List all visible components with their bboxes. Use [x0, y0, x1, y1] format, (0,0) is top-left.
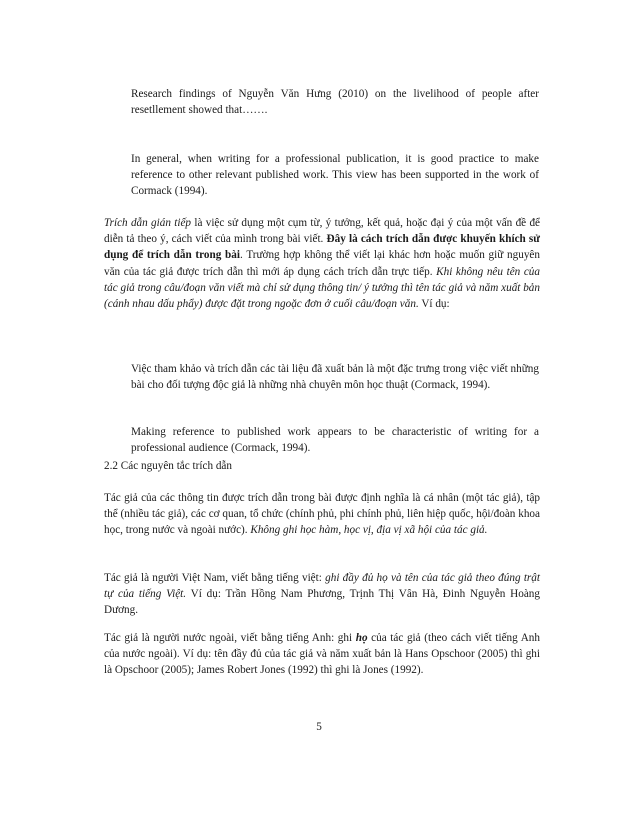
quote-text: Research findings of Nguyễn Văn Hưng (2010) on the livelihood of people after resetllement showed that…….	[131, 88, 539, 117]
emphasis-text: Đây là cách trích dẫn được khuyến khích sử dụng để trích dẫn trong bài	[104, 233, 540, 262]
italic-rule-text: ghi đầy đủ họ và tên của tác giả theo đúng trật tự của tiếng Việt.	[104, 572, 540, 601]
quote-example-4	[131, 424, 539, 456]
page-number: 5	[316, 721, 322, 733]
section-heading: 2.2 Các nguyên tắc trích dẫn	[104, 460, 232, 472]
quote-example-2	[131, 151, 539, 200]
italic-rule-text: Khi không nêu tên của tác giả trong câu/đoạn văn viết mà chỉ sử dụng thông tin/ ý tưởng thì tên tác giả và năm xuất bản (cánh nhau dấu phẩy) được đặt trong ngoặc đơn ở cuối câu/đoạn văn.	[104, 265, 540, 311]
quote-example-1	[131, 86, 539, 118]
paragraph-vietnamese-author	[104, 570, 540, 619]
paragraph-text: Ví dụ:	[418, 298, 450, 311]
paragraph-text: Tác giả của các thông tin được trích dẫn trong bài được định nghĩa là cá nhân (một tác giả), tập thể (nhiều tác giả), các cơ quan, tổ chức (chính phủ, phi chính phủ, liên hiệp quốc, hội/đoàn khoa học, trong nước và ngoài nước).	[104, 492, 540, 537]
italic-rule-text: Không ghi học hàm, học vị, địa vị xã hội của tác giả.	[250, 524, 488, 537]
quote-example-3	[131, 361, 539, 393]
emphasis-text: họ	[355, 632, 368, 644]
paragraph-text: Tác giả là người nước ngoài, viết bằng tiếng Anh: ghi	[104, 632, 356, 644]
paragraph-indirect-citation	[104, 215, 540, 312]
paragraph-text: Ví dụ: Trần Hồng Nam Phương, Trịnh Thị Vân Hà, Đinh Nguyễn Hoàng Dương.	[104, 588, 540, 617]
quote-text: Việc tham khảo và trích dẫn các tài liệu đã xuất bản là một đặc trưng trong việc viết những bài cho đối tượng độc giả là những nhà chuyên môn học thuật (Cormack, 1994).	[131, 363, 539, 392]
paragraph-foreign-author	[104, 630, 540, 679]
quote-text: In general, when writing for a professional publication, it is good practice to make reference to other relevant published work. This view has been supported in the work of Cormack (1994).	[131, 153, 539, 198]
paragraph-text: Tác giả là người Việt Nam, viết bằng tiếng việt:	[104, 572, 326, 584]
term-indirect-citation: Trích dẫn gián tiếp	[104, 217, 192, 229]
paragraph-text: của tác giả (theo cách viết tiếng Anh của nước ngoài). Ví dụ: tên đầy đủ của tác giả và năm xuất bản là Hans Opschoor (2005) thì ghi là Opschoor (2005); James Robert Jones (1992) thì ghi là Jones (1992).	[104, 632, 540, 677]
paragraph-text: là việc sử dụng một cụm từ, ý tưởng, kết quả, hoặc đại ý của một vấn đề để diễn tả theo ý, cách viết của mình trong bài viết.	[104, 217, 541, 246]
quote-text: Making reference to published work appears to be characteristic of writing for a professional audience (Cormack, 1994).	[131, 426, 539, 455]
paragraph-text: . Trường hợp không thể viết lại khác hơn hoặc muốn giữ nguyên văn của tác giả được trích dẫn thì mới áp dụng cách trích dẫn trực tiếp.	[104, 249, 540, 278]
paragraph-author-definition	[104, 490, 540, 539]
